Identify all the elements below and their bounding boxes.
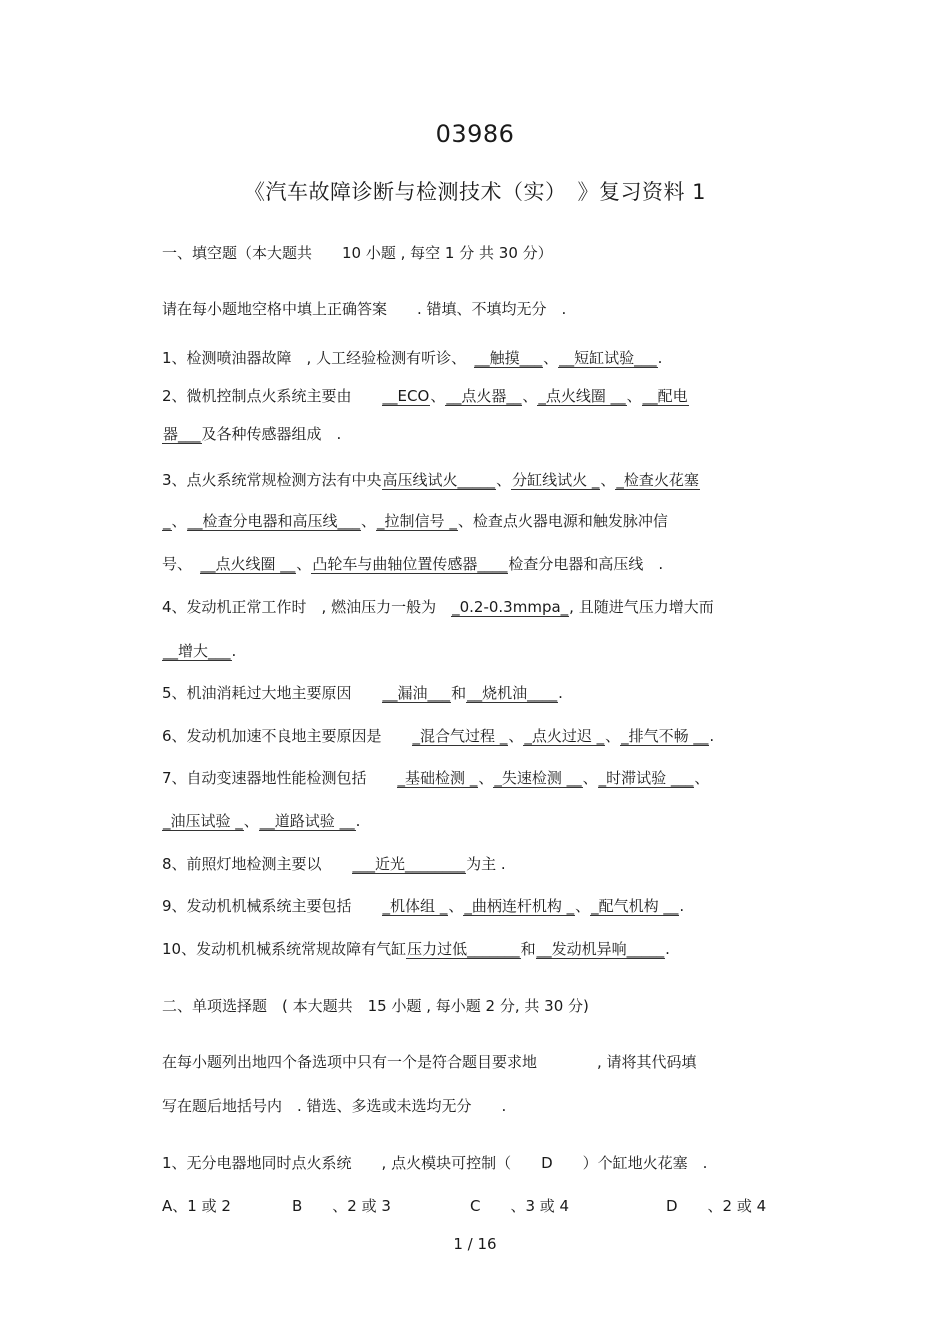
answer-blank: __检查分电器和高压线___ xyxy=(187,512,361,530)
answer-blank: __增大___ xyxy=(163,642,231,660)
answer-blank: _ xyxy=(163,512,171,530)
answer-blank: 器___ xyxy=(163,425,201,443)
question-7: 7、自动变速器地性能检测包括 _基础检测 _、_失速检测 __、_时滞试验 ___、 xyxy=(162,769,710,787)
answer-blank: _油压试验 _ xyxy=(163,812,243,830)
question-5: 5、机油消耗过大地主要原因 __漏油___和__烧机油____. xyxy=(162,684,563,702)
question-2-cont: 器___及各种传感器组成 . xyxy=(163,425,342,443)
question-9: 9、发动机机械系统主要包括 _机体组 _、_曲柄连杆机构 _、_配气机构 __. xyxy=(162,897,685,915)
option-b: B 、2 或 3 xyxy=(292,1197,391,1215)
answer-blank: 压力过低_______ xyxy=(407,940,520,958)
page-indicator: 1 / 16 xyxy=(453,1235,497,1253)
answer-blank: _混合气过程 _ xyxy=(412,727,508,745)
answer-blank: __点火线圈 __ xyxy=(200,555,296,573)
question-1: 1、检测喷油器故障 , 人工经验检测有听诊、 __触摸___、__短缸试验___. xyxy=(162,349,663,367)
section2-instruction-line1: 在每小题列出地四个备选项中只有一个是符合题目要求地 , 请将其代码填 xyxy=(162,1053,697,1071)
document-title: 《汽车故障诊断与检测技术（实） 》复习资料 1 xyxy=(243,180,707,204)
answer-blank: _基础检测 _ xyxy=(397,769,478,787)
answer-blank: ___近光________ xyxy=(352,855,466,873)
answer-blank: 分缸线试火 _ xyxy=(512,471,600,489)
answer-blank: _时滞试验 ___ xyxy=(598,769,694,787)
answer-blank: _排气不畅 __ xyxy=(621,727,709,745)
answer-blank: _配气机构 __ xyxy=(591,897,679,915)
answer-blank: __配电 xyxy=(642,387,688,405)
question-8: 8、前照灯地检测主要以 ___近光________为主 . xyxy=(162,855,506,873)
answer-blank: 凸轮车与曲轴位置传感器____ xyxy=(312,555,508,573)
option-d: D 、2 或 4 xyxy=(666,1197,767,1215)
answer-blank: __烧机油____ xyxy=(467,684,558,702)
question-7-cont: _油压试验 _、__道路试验 __. xyxy=(163,812,361,830)
option-a: A、1 或 2 xyxy=(162,1197,231,1215)
section1-instruction: 请在每小题地空格中填上正确答案 . 错填、不填均无分 . xyxy=(162,300,567,318)
section2-instruction-line2: 写在题后地括号内 . 错选、多选或未选均无分 . xyxy=(162,1097,507,1115)
answer-blank: _点火过迟 _ xyxy=(524,727,605,745)
choice-options xyxy=(162,1195,766,1217)
answer-blank: _点火线圈 __ xyxy=(538,387,626,405)
answer-blank: 高压线试火_____ xyxy=(382,471,496,489)
answer-blank: _0.2-0.3mmpa_ xyxy=(452,598,569,616)
option-c: C 、3 或 4 xyxy=(470,1197,570,1215)
question-3-cont: _、__检查分电器和高压线___、_拉制信号 _、检查点火器电源和触发脉冲信 xyxy=(163,512,668,530)
course-code: 03986 xyxy=(435,120,515,148)
answer-blank: __ECO xyxy=(382,387,430,405)
choice-question-1: 1、无分电器地同时点火系统 , 点火模块可控制（ D ）个缸地火花塞 . xyxy=(162,1154,708,1172)
section2-heading: 二、单项选择题 ( 本大题共 15 小题 , 每小题 2 分, 共 30 分) xyxy=(162,997,589,1015)
section1-heading: 一、填空题（本大题共 10 小题 , 每空 1 分 共 30 分） xyxy=(162,244,553,262)
answer-blank: _拉制信号 _ xyxy=(377,512,457,530)
answer-blank: _机体组 _ xyxy=(382,897,448,915)
answer-blank: __短缸试验___ xyxy=(559,349,657,367)
answer-blank: __触摸___ xyxy=(474,349,543,367)
answer-blank: __漏油___ xyxy=(382,684,451,702)
answer-blank: __发动机异响_____ xyxy=(536,940,665,958)
answer-blank: _检查火花塞 xyxy=(616,471,699,489)
answer-blank: __道路试验 __ xyxy=(259,812,355,830)
answer-blank: _曲柄连杆机构 _ xyxy=(464,897,575,915)
question-6: 6、发动机加速不良地主要原因是 _混合气过程 _、_点火过迟 _、_排气不畅 __. xyxy=(162,727,715,745)
question-4-cont: __增大___. xyxy=(163,642,237,660)
question-4: 4、发动机正常工作时 , 燃油压力一般为 _0.2-0.3mmpa_, 且随进气压力增大而 xyxy=(162,598,714,616)
answer-blank: _失速检测 __ xyxy=(494,769,582,787)
answer-blank: __点火器__ xyxy=(446,387,522,405)
question-2: 2、微机控制点火系统主要由 __ECO、__点火器__、_点火线圈 __、__配电 xyxy=(162,387,688,405)
question-3: 3、点火系统常规检测方法有中央高压线试火_____、分缸线试火 _、_检查火花塞 xyxy=(162,471,699,489)
question-3-cont2: 号、 __点火线圈 __、凸轮车与曲轴位置传感器____检查分电器和高压线 . xyxy=(162,555,664,573)
question-10: 10、发动机机械系统常规故障有气缸压力过低_______和__发动机异响_____. xyxy=(162,940,670,958)
